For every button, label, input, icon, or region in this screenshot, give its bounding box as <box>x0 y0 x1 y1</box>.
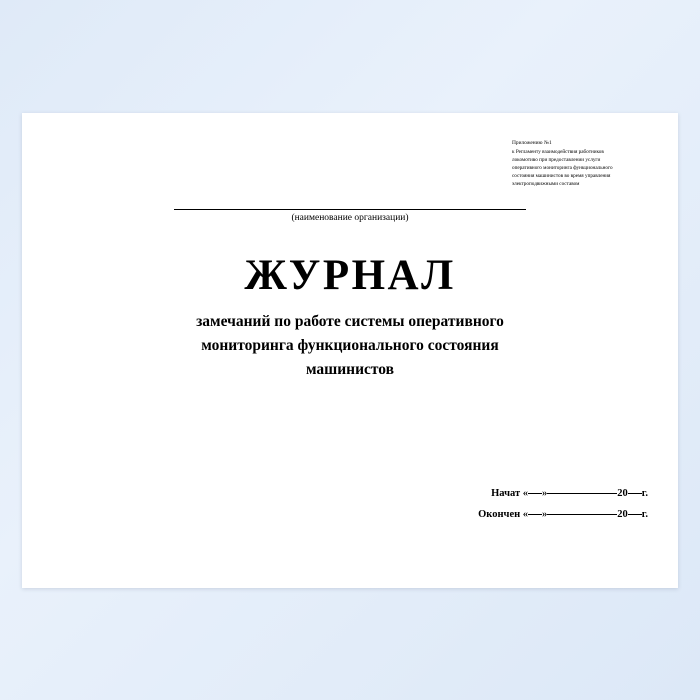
appendix-line-5: электроподвижными составом <box>512 181 580 188</box>
subtitle-line-1: замечаний по работе системы оперативного <box>196 313 504 331</box>
started-year-prefix: 20 <box>617 487 628 499</box>
date-fields-block <box>478 483 648 526</box>
appendix-reference-block <box>512 139 664 188</box>
started-year-blank <box>628 492 642 494</box>
organization-rule <box>174 208 526 210</box>
appendix-line-2: локомотиво при предоставлении услуги <box>512 156 601 163</box>
finished-label: Окончен <box>478 509 521 521</box>
finished-quote-close: » <box>542 509 548 521</box>
started-year-suffix: г. <box>641 487 648 499</box>
document-sheet <box>22 113 678 588</box>
subtitle-line-2: мониторинга функционального состояния <box>201 337 499 355</box>
started-day-blank <box>528 492 542 494</box>
finished-year-blank <box>628 513 642 515</box>
appendix-line-1: к Регламенту взаимодействия работников <box>512 148 604 155</box>
started-date-field <box>478 483 648 505</box>
finished-year-suffix: г. <box>641 509 648 521</box>
appendix-line-3: оперативного мониторинга функционального <box>512 165 613 171</box>
started-month-blank <box>547 492 617 494</box>
started-quote-open: « <box>522 487 529 499</box>
document-subtitle <box>22 310 678 382</box>
finished-day-blank <box>528 513 542 515</box>
organization-caption: (наименование организации) <box>291 213 409 223</box>
appendix-line-4: состояния машинистов во время управления <box>512 173 611 180</box>
started-label: Начат <box>491 487 521 499</box>
finished-date-field <box>478 504 648 526</box>
title-block <box>22 253 678 382</box>
started-quote-close: » <box>542 487 548 499</box>
finished-quote-open: « <box>522 509 529 521</box>
appendix-title: Приложению №1 <box>512 140 552 146</box>
page-title: ЖУРНАЛ <box>244 252 456 299</box>
finished-year-prefix: 20 <box>617 509 628 521</box>
subtitle-line-3: машинистов <box>305 361 395 379</box>
organization-field <box>22 208 678 223</box>
finished-month-blank <box>547 513 617 515</box>
